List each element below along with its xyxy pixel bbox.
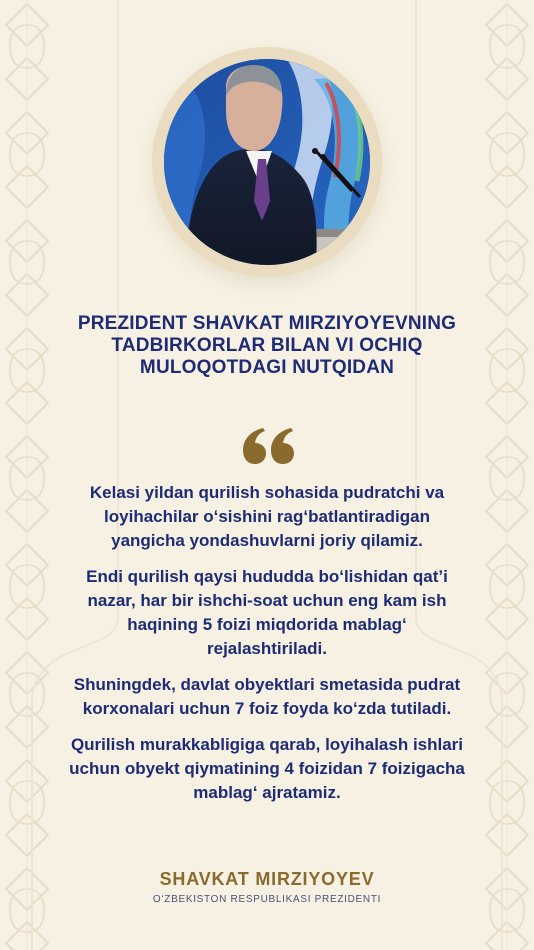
speaker-photo [164, 59, 370, 265]
quote-paragraph-1: Kelasi yildan qurilish sohasida pudratchi va loyihachilar oʻsishini ragʻbatlantiradigan yangicha yondashuvlarni joriy qilamiz. [89, 483, 445, 550]
author-role: OʻZBEKISTON RESPUBLIKASI PREZIDENTI [152, 894, 382, 905]
quote-icon [239, 424, 295, 468]
author-name: SHAVKAT MIRZIYOYEV [159, 869, 375, 889]
quote-text [66, 481, 468, 817]
quote-paragraph-2: Endi qurilish qaysi hududda boʻlishidan qatʼi nazar, har bir ishchi-soat uchun eng kam ish haqining 5 foizi miqdorida mablagʻ rejalashtiriladi. [86, 567, 448, 658]
page-title: PREZIDENT SHAVKAT MIRZIYOYEVNING TADBIRKORLAR BILAN VI OCHIQ MULOQOTDAGI NUTQIDAN [77, 313, 457, 378]
quote-paragraph-3: Shuningdek, davlat obyektlari smetasida pudrat korxonalari uchun 7 foiz foyda koʻzda tutiladi. [73, 675, 461, 718]
quote-paragraph-4: Qurilish murakkabligiga qarab, loyihalash ishlari uchun obyekt qiymatining 4 foizidan 7 foizigacha mablagʻ ajratamiz. [69, 735, 465, 802]
